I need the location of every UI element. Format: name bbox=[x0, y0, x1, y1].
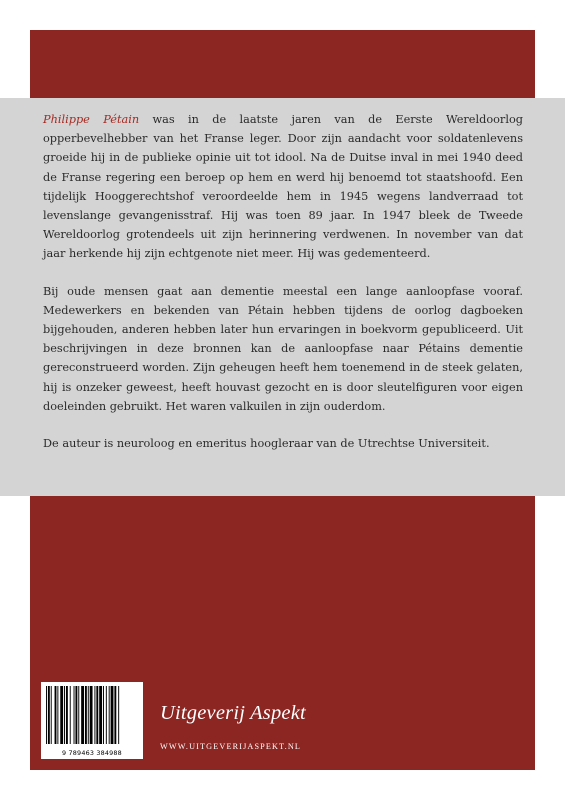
blurb-paragraph-1 bbox=[43, 110, 523, 264]
author-note: De auteur is neuroloog en emeritus hoogleraar van de Utrechtse Universiteit. bbox=[43, 437, 490, 451]
isbn-digits: 9 789463 384988 bbox=[62, 749, 122, 757]
blurb-text bbox=[43, 110, 523, 453]
isbn-barcode bbox=[41, 682, 143, 759]
blurb-paragraph-1-text: was in de laatste jaren van de Eerste Wereldoorlog opperbevelhebber van het Franse leger. Door zijn aandacht voor soldatenlevens groeide hij in de publieke opinie uit tot idool. Na de Duitse inval in mei 1940 deed de Franse regering een beroep op hem en werd hij benoemd tot staatshoofd. Een tijdelijk Hooggerechtshof veroordeelde hem in 1945 wegens landverraad tot levenslange gevangenisstraf. Hij was toen 89 jaar. In 1947 bleek de Tweede Wereldoorlog grotendeels uit zijn herinnering verdwenen. In november van dat jaar herkende hij zijn echtgenote niet meer. Hij was gedementeerd. bbox=[43, 113, 523, 261]
publisher-url: WWW.UITGEVERIJASPEKT.NL bbox=[160, 742, 302, 751]
subject-name: Philippe Pétain bbox=[43, 113, 140, 126]
barcode-bars bbox=[45, 686, 139, 744]
blurb-paragraph-2: Bij oude mensen gaat aan dementie meestal een lange aanloopfase vooraf. Medewerkers en bekenden van Pétain hebben tijdens de oorlog dagboeken bijgehouden, anderen hebben later hun ervaringen in boekvorm gepubliceerd. Uit beschrijvingen in deze bronnen kan de aanloopfase naar Pétains dementie gereconstrueerd worden. Zijn geheugen heeft hem toenemend in de steek gelaten, hij is onzeker geweest, heeft houvast gezocht en is door sleutelfiguren voor eigen doeleinden gebruikt. Het waren valkuilen in zijn ouderdom. bbox=[43, 284, 523, 413]
publisher-logo: Uitgeverij Aspekt bbox=[160, 702, 306, 724]
